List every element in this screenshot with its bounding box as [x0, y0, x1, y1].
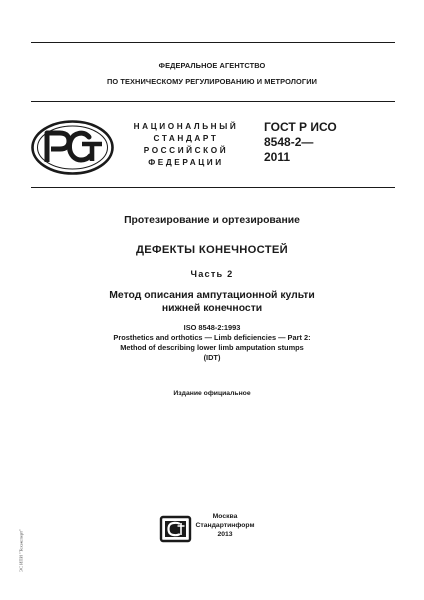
standard-type-line-2: СТАНДАРТ	[153, 134, 219, 143]
main-title: ДЕФЕКТЫ КОНЕЧНОСТЕЙ	[136, 244, 288, 256]
designation-line-2: 8548-2—	[264, 135, 314, 149]
publisher-name: Стандартинформ	[195, 522, 255, 529]
english-title-line-1: Prosthetics and orthotics — Limb deficiencies — Part 2:	[113, 333, 311, 342]
standard-type-block	[121, 121, 251, 169]
edition-label: Издание официальное	[173, 390, 251, 397]
publisher-city: Москва	[212, 513, 238, 520]
agency-line-1: ФЕДЕРАЛЬНОЕ АГЕНТСТВО	[158, 61, 266, 70]
standard-type-line-1: НАЦИОНАЛЬНЫЙ	[133, 122, 239, 131]
iso-reference: ISO 8548-2:1993	[183, 323, 241, 332]
english-title-line-2: Method of describing lower limb amputation stumps	[120, 343, 304, 352]
standard-type-line-4: ФЕДЕРАЦИИ	[148, 158, 224, 167]
vertical-watermark-note: ЭС ИПИ "Техэксперт"	[18, 529, 24, 572]
part-label: Часть 2	[190, 269, 234, 279]
title-rule	[31, 187, 395, 188]
equivalence-marker: (IDT)	[203, 353, 221, 362]
standard-designation	[264, 120, 337, 165]
header-rule	[31, 101, 395, 102]
publisher-imprint	[195, 512, 255, 539]
subtitle-line-2: нижней конечности	[161, 303, 263, 314]
publication-year: 2013	[217, 531, 233, 538]
designation-line-1: ГОСТ Р ИСО	[264, 120, 337, 134]
subtitle-line-1: Метод описания ампутационной культи	[109, 290, 315, 301]
subject-heading: Протезирование и ортезирование	[124, 215, 300, 226]
designation-line-3: 2011	[264, 150, 291, 164]
standard-type-line-3: РОССИЙСКОЙ	[143, 146, 229, 155]
standartinform-logo-icon	[158, 514, 193, 544]
agency-line-2: ПО ТЕХНИЧЕСКОМУ РЕГУЛИРОВАНИЮ И МЕТРОЛОГИИ	[106, 77, 318, 86]
english-title-block	[0, 323, 424, 363]
rst-certification-mark-icon	[31, 120, 114, 175]
subtitle-block	[0, 289, 424, 315]
top-rule	[31, 42, 395, 43]
